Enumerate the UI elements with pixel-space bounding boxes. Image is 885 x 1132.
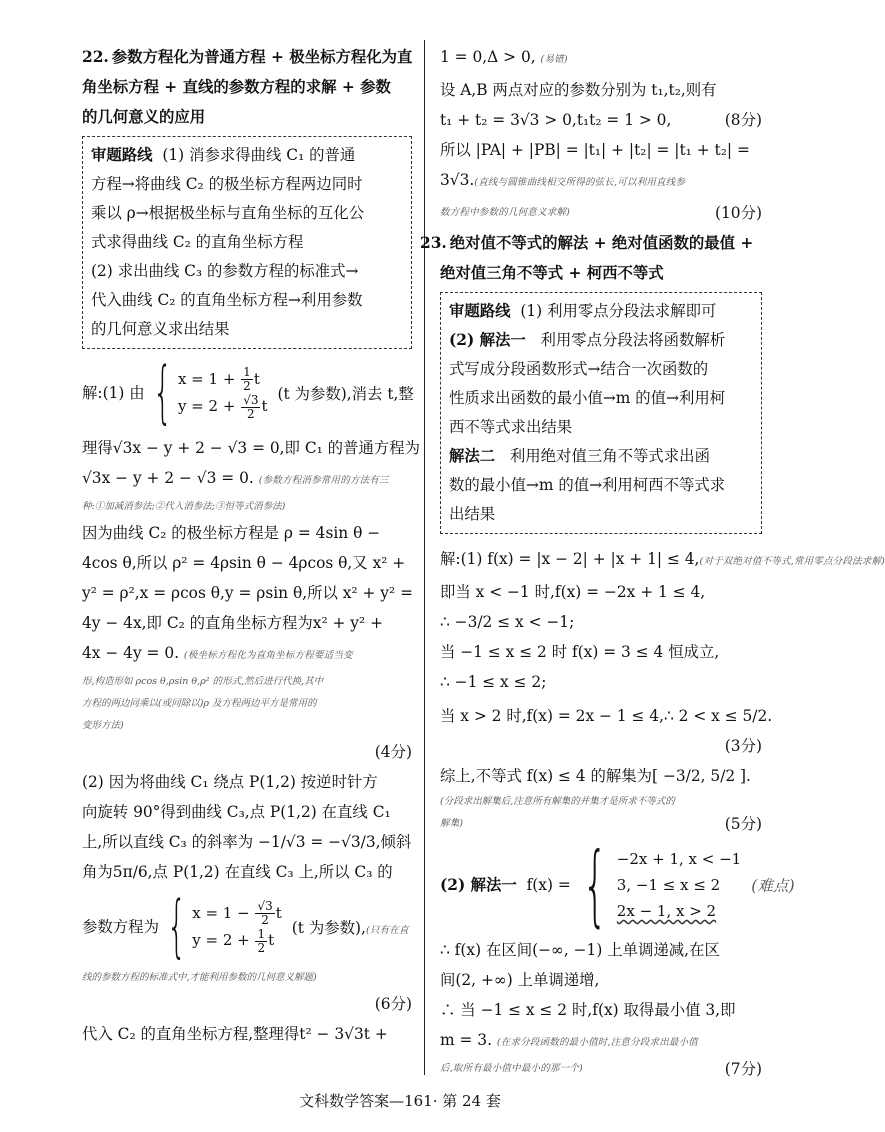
q23-title-line-2: 绝对值三角不等式 + 柯西不等式 <box>440 264 664 282</box>
brace-icon: { <box>152 353 173 432</box>
q22-cont-line-5: 数方程中参数的几何意义求解) (10分) <box>440 198 762 228</box>
q22-score-6: (6分) <box>374 995 412 1013</box>
q22-sol1-suffix: (t 为参数),消去 t,整 <box>277 385 414 403</box>
q23-method2-label: 解法二 <box>449 447 496 465</box>
q23-m1-label: (2) 解法一 <box>440 876 517 894</box>
q22-route-line-6: 代入曲线 C₂ 的直角坐标方程→利用参数 <box>91 291 363 309</box>
q22-line-b2: 4cos θ,所以 ρ² = 4ρsin θ − 4ρcos θ,又 x² + <box>82 554 406 572</box>
q22-param-system-1: 解:(1) 由 { x = 1 + $\frac{1}{2}$ t y = 2 + $\frac{√3}{2}$ t (t 为参数),消去 t,整 <box>82 353 414 432</box>
q22-cont-line: 1 = 0,Δ > 0, (易错) <box>440 48 568 66</box>
q22-line-c2: 向旋转 90°得到曲线 C₃,点 P(1,2) 在直线 C₁ <box>82 803 391 821</box>
q22-cont-line-3: 所以 |PA| + |PB| = |t₁| + |t₂| = |t₁ + t₂| = <box>440 141 750 159</box>
q22-line-a2: √3x − y + 2 − √3 = 0. (参数方程消参常用的方法有三 <box>82 469 389 487</box>
q23-conclusion-note-2-row: 解集) (5分) <box>440 815 762 833</box>
q22-param-suffix: (t 为参数), <box>291 919 366 937</box>
q22-line-b1: 因为曲线 C₂ 的极坐标方程是 ρ = 4sin θ − <box>82 524 381 542</box>
q23-route-box: 审题路线 (1) 利用零点分段法求解即可 (2) 解法一 利用零点分段法将函数解析 式写成分段函数形式→结合一次函数的 性质求出函数的最小值→m 的值→利用柯 西不等式求出结果 解法二 利用绝对值三角不等式求出函 数的最小值→m 的值→利用柯西不等式求 出结果 <box>440 292 762 534</box>
q22-cont-line-1: 设 A,B 两点对应的参数分别为 t₁,t₂,则有 <box>440 81 717 99</box>
q22-cont-line-2: t₁ + t₂ = 3√3 > 0,t₁t₂ = 1 > 0, (8分) <box>440 105 762 135</box>
q23-method2-line-3: 出结果 <box>449 505 496 523</box>
q23-route-label: 审题路线 <box>449 302 511 320</box>
q23-piece-note: (难点) <box>751 877 795 895</box>
q23-score-5: (5分) <box>724 815 762 833</box>
q22-note-b2: 方程的两边同乘以(或同除以)ρ 及方程两边平方是常用的 <box>82 698 317 709</box>
q22-number: 22. <box>82 48 109 66</box>
q23-case2-result: ∴ −1 ≤ x ≤ 2; <box>440 673 547 691</box>
q23-case1: 即当 x < −1 时,f(x) = −2x + 1 ≤ 4, <box>440 583 706 601</box>
q22-line-c3: 上,所以直线 C₃ 的斜率为 −1/√3 = −√3/3,倾斜 <box>82 833 412 851</box>
q22-note-b1: 形,构造形如 ρcos θ,ρsin θ,ρ² 的形式,然后进行代换,其中 <box>82 676 324 687</box>
q22-line-b4: 4y − 4x,即 C₂ 的直角坐标方程为x² + y² + <box>82 614 383 632</box>
q23-score-3: (3分) <box>724 737 762 755</box>
q22-title-line-1: 22. 参数方程化为普通方程 + 极坐标方程化为直 <box>82 48 413 66</box>
page-footer: 文科数学答案—161· 第 24 套 <box>299 1092 501 1110</box>
q22-title-line-2: 角坐标方程 + 直线的参数方程的求解 + 参数 <box>82 78 391 96</box>
q22-route-line-2: 方程→将曲线 C₂ 的极坐标方程两边同时 <box>91 175 363 193</box>
q22-param-prefix: 参数方程为 <box>82 918 159 936</box>
q23-sol-line: 解:(1) f(x) = |x − 2| + |x + 1| ≤ 4,(对于双绝对值不等式,常用零点分段法求解) <box>440 550 885 568</box>
q22-route-line-3: 乘以 ρ→根据极坐标与直角坐标的互化公 <box>91 204 365 222</box>
q22-line-c4: 角为5π/6,点 P(1,2) 在直线 C₃ 上,所以 C₃ 的 <box>82 863 393 881</box>
q23-method2-line-2: 数的最小值→m 的值→利用柯西不等式求 <box>449 476 726 494</box>
q22-route-label: 审题路线 <box>91 146 153 164</box>
q23-mono-line-1: ∴ f(x) 在区间(−∞, −1) 上单调递减,在区 <box>440 941 720 959</box>
q22-note-b3: 变形方法) <box>82 720 124 731</box>
q23-m-note-row: 后,取所有最小值中最小的那一个) (7分) <box>440 1060 762 1078</box>
column-divider <box>424 40 425 1075</box>
right-column <box>420 42 885 1080</box>
left-column <box>82 42 421 1049</box>
q22-route-line-5: (2) 求出曲线 C₃ 的参数方程的标准式→ <box>91 262 359 280</box>
q23-case2: 当 −1 ≤ x ≤ 2 时 f(x) = 3 ≤ 4 恒成立, <box>440 643 720 661</box>
q22-cont-line-4: 3√3.(直线与圆锥曲线相交所得的弦长,可以利用直线参 <box>440 171 686 189</box>
q22-route-line-7: 的几何意义求出结果 <box>91 320 230 338</box>
q23-title-line-1: 23. 绝对值不等式的解法 + 绝对值函数的最值 + <box>420 234 754 252</box>
q23-method1-label: (2) 解法一 <box>449 331 526 349</box>
q22-last-line: 代入 C₂ 的直角坐标方程,整理得t² − 3√3t + <box>82 1025 388 1043</box>
q22-route-line-1: (1) 消参求得曲线 C₁ 的普通 <box>162 146 356 164</box>
q23-case1-result: ∴ −3/2 ≤ x < −1; <box>440 613 575 631</box>
q22-score-4: (4分) <box>374 743 412 761</box>
q23-piecewise: (2) 解法一 f(x) = { −2x + 1, x < −1 3, −1 ≤ x ≤ 2 2x − 1, x > 2 (难点) <box>440 833 795 936</box>
q23-conclusion-note-1: (分段求出解集后,注意所有解集的并集才是所求不等式的 <box>440 796 675 807</box>
q22-param-system-2: 参数方程为 { x = 1 − $\frac{√3}{2}$ t y = 2 + $\frac{1}{2}$ t (t 为参数),(只有在直 <box>82 887 409 966</box>
q23-method1-line-3: 性质求出函数的最小值→m 的值→利用柯 <box>449 389 726 407</box>
brace-icon: { <box>582 833 608 936</box>
q23-number: 23. <box>420 234 447 252</box>
q22-score-8: (8分) <box>724 111 762 129</box>
q23-mono-line-2: 间(2, +∞) 上单调递增, <box>440 971 600 989</box>
q23-score-7: (7分) <box>724 1060 762 1078</box>
q22-line-a1: 理得√3x − y + 2 − √3 = 0,即 C₁ 的普通方程为 <box>82 439 421 457</box>
q22-line-b3: y² = ρ²,x = ρcos θ,y = ρsin θ,所以 x² + y² = <box>82 584 413 602</box>
q23-conclusion: 综上,不等式 f(x) ≤ 4 的解集为[ −3/2, 5/2 ]. <box>440 767 751 785</box>
brace-icon: { <box>166 887 187 966</box>
q22-route-line-4: 式求得曲线 C₂ 的直角坐标方程 <box>91 233 304 251</box>
q22-title-line-3: 的几何意义的应用 <box>82 108 206 126</box>
q22-route-box <box>82 136 412 349</box>
q22-line-b5: 4x − 4y = 0. (极坐标方程化为直角坐标方程要适当变 <box>82 644 353 662</box>
q23-case3: 当 x > 2 时,f(x) = 2x − 1 ≤ 4,∴ 2 < x ≤ 5/2. <box>440 707 773 725</box>
q23-method1-line-2: 式写成分段函数形式→结合一次函数的 <box>449 360 709 378</box>
q22-sol1-prefix: 解:(1) 由 <box>82 384 145 402</box>
q22-score-10: (10分) <box>715 204 762 222</box>
q23-mono-line-3: ∴ 当 −1 ≤ x ≤ 2 时,f(x) 取得最小值 3,即 <box>440 1001 736 1019</box>
q22-note-a: 种:①加减消参法;②代入消参法;③恒等式消参法) <box>82 501 286 512</box>
q22-note-c: 线的参数方程的标准式中,才能利用参数的几何意义解题) <box>82 972 317 983</box>
piece-row-2: 3, −1 ≤ x ≤ 2 <box>616 876 721 894</box>
q23-method1-line-4: 西不等式求出结果 <box>449 418 573 436</box>
piece-row-1: −2x + 1, x < −1 <box>616 850 742 868</box>
q22-line-c1: (2) 因为将曲线 C₁ 绕点 P(1,2) 按逆时针方 <box>82 773 378 791</box>
piece-row-3: 2x − 1, x > 2 <box>616 902 717 920</box>
q23-mono-line-4: m = 3. (在求分段函数的最小值时,注意分段求出最小值 <box>440 1031 699 1049</box>
